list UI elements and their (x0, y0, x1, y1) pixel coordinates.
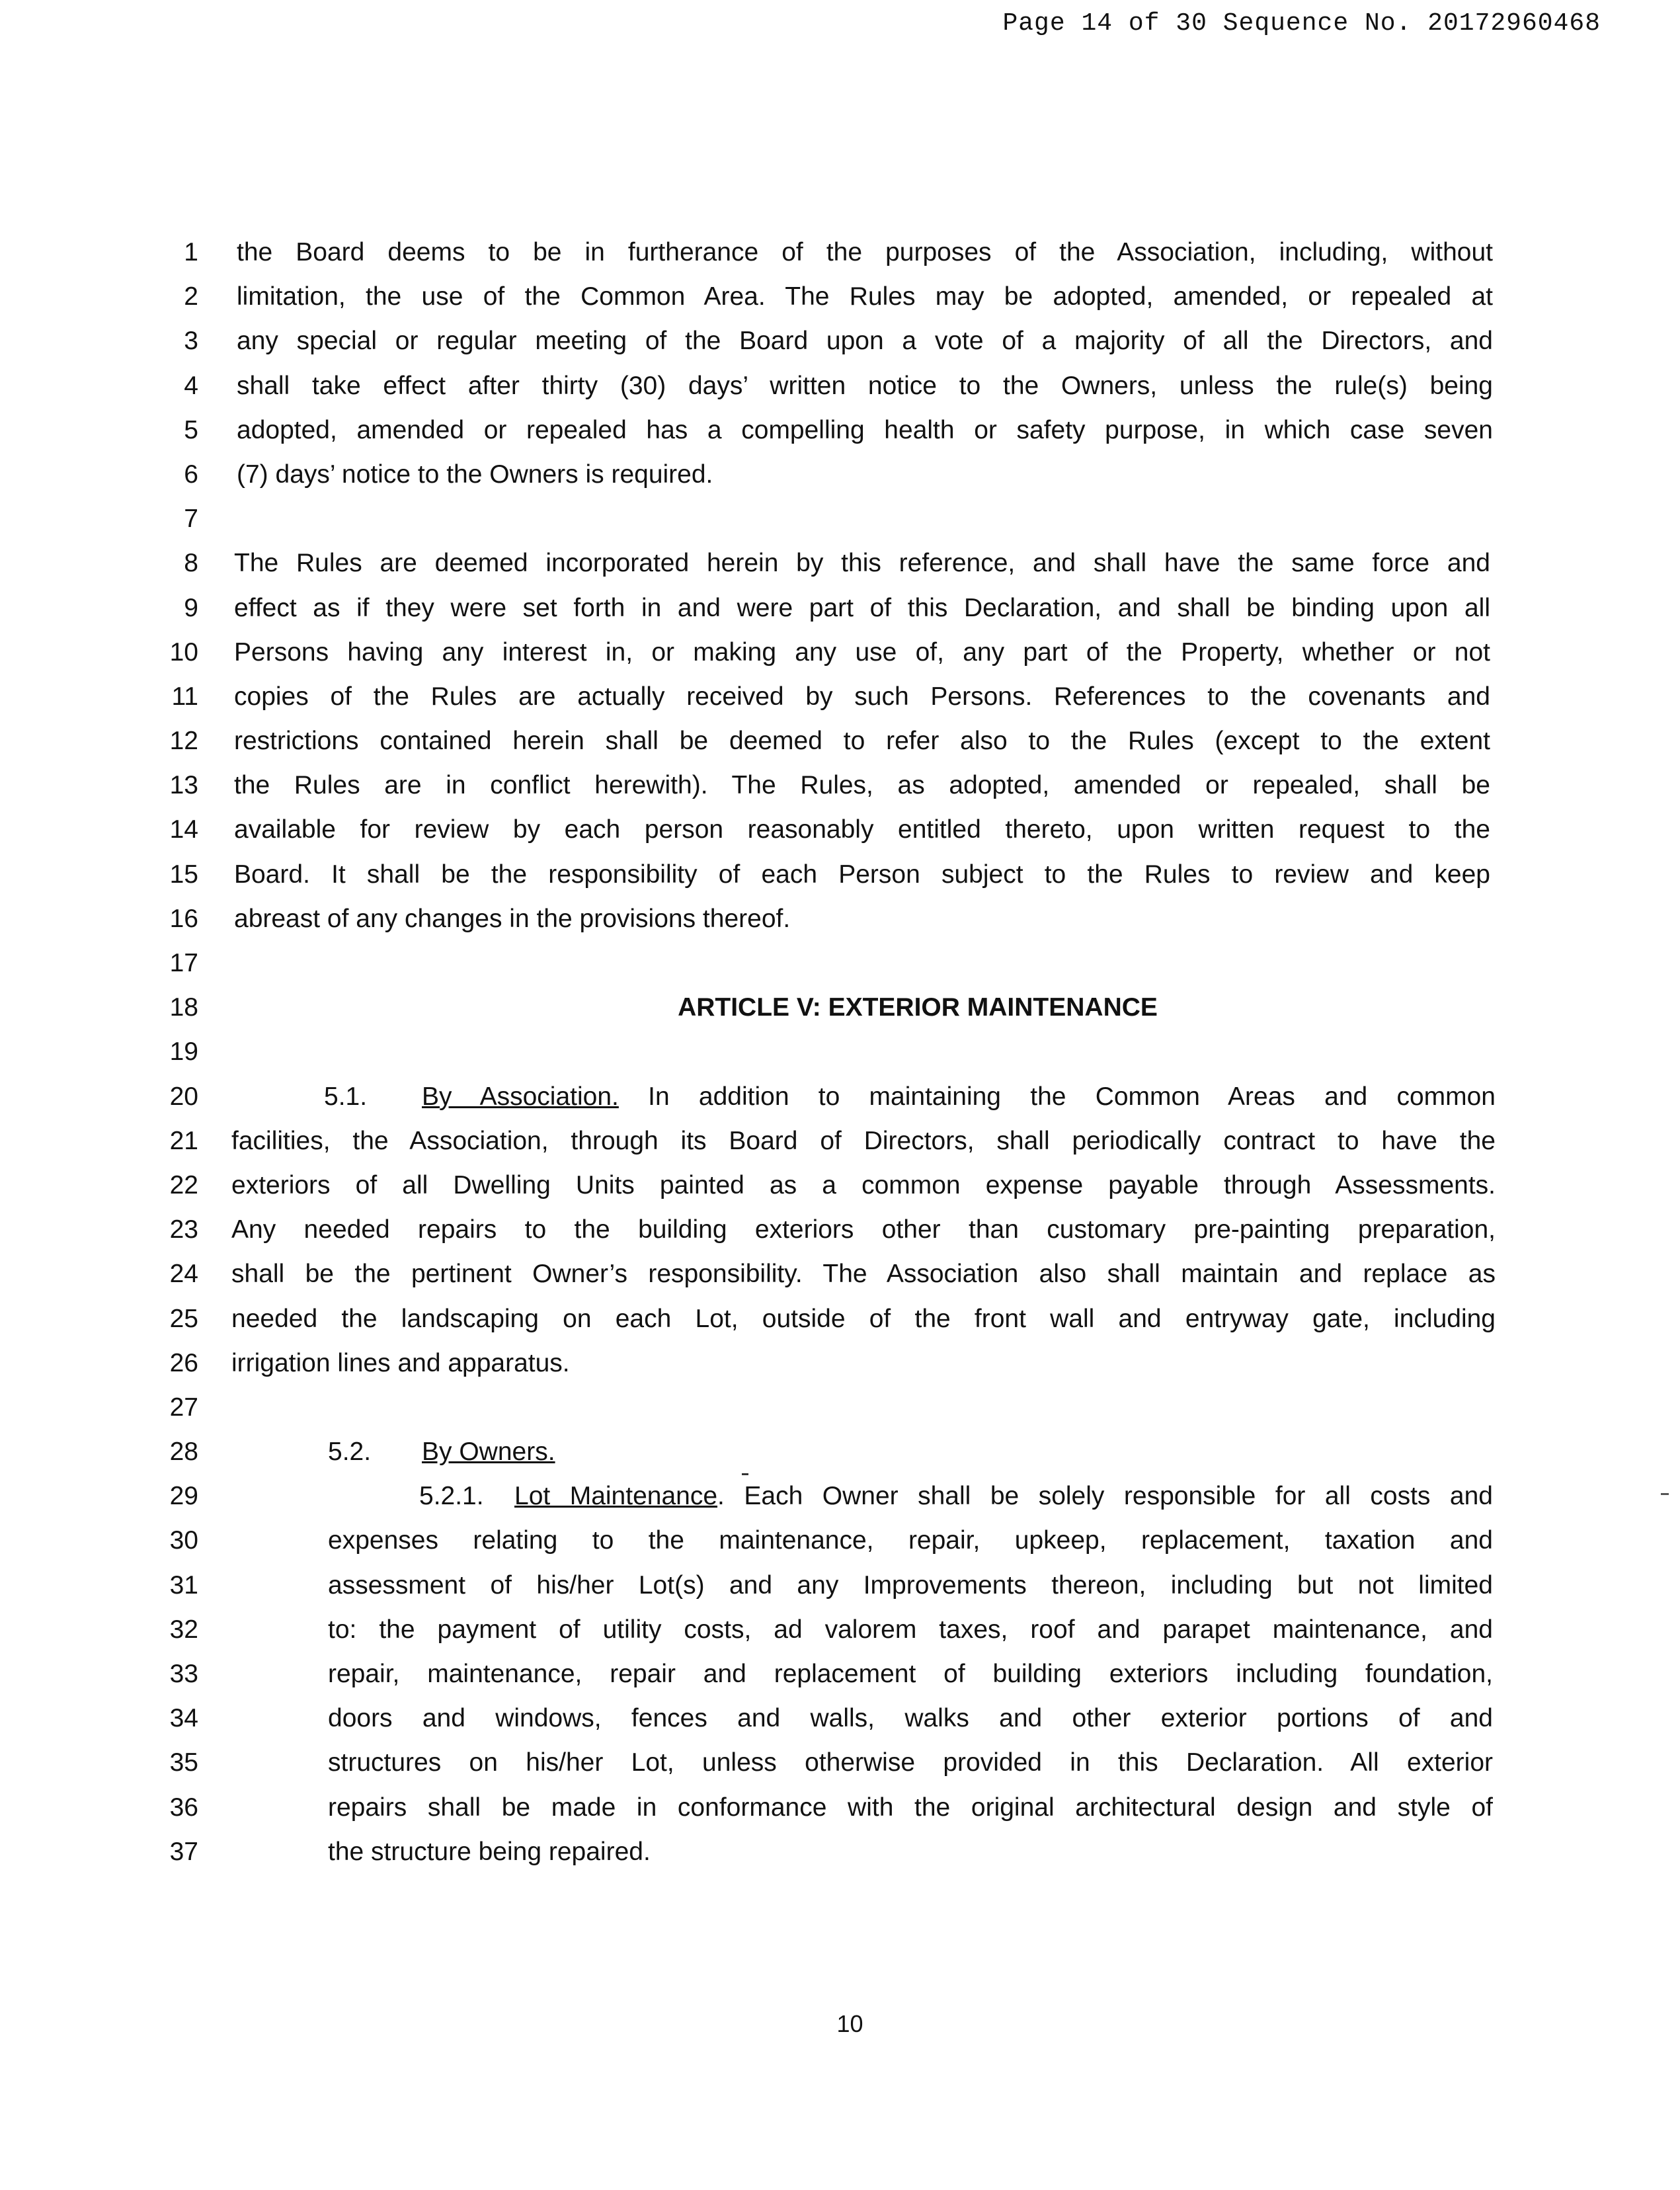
text-line: Persons having any interest in, or making any use of, any part of the Property, whether or not (234, 637, 1490, 667)
line-number: 20 (169, 1082, 198, 1111)
line-number: 14 (169, 815, 198, 844)
line-number: 22 (169, 1170, 198, 1199)
line-number: 32 (169, 1615, 198, 1644)
line-number: 34 (169, 1704, 198, 1733)
line-number: 24 (169, 1260, 198, 1289)
line-number: 1 (184, 238, 198, 266)
text-line: doors and windows, fences and walls, walks and other exterior portions of and (328, 1704, 1493, 1733)
text-line: needed the landscaping on each Lot, outside of the front wall and entryway gate, including (231, 1304, 1496, 1333)
blank-line (237, 941, 1493, 985)
subsection-heading: Lot Maintenance (514, 1482, 718, 1511)
section-number: 5.1. (324, 1082, 368, 1111)
text-line: irrigation lines and apparatus. (231, 1348, 570, 1377)
text-line: Board. It shall be the responsibility of each Person subject to the Rules to review and keep (234, 860, 1490, 889)
blank-line (237, 1385, 1493, 1430)
scan-mark (1661, 1493, 1669, 1495)
line-number: 29 (169, 1482, 198, 1511)
line-number: 26 (169, 1348, 198, 1377)
line-number: 30 (169, 1526, 198, 1555)
line-number: 12 (169, 727, 198, 756)
line-number: 27 (169, 1393, 198, 1422)
text-line: shall take effect after thirty (30) days’ written notice to the Owners, unless the rule(s) being (237, 371, 1493, 400)
text-line: repairs shall be made in conformance with the original architectural design and style of (328, 1793, 1493, 1822)
subsection-text: . Each Owner shall be solely responsible for all costs and (717, 1482, 1493, 1511)
line-number: 17 (169, 949, 198, 977)
text-line: limitation, the use of the Common Area. The Rules may be adopted, amended, or repealed at (237, 282, 1493, 311)
line-number: 9 (184, 593, 198, 622)
text-line: Any needed repairs to the building exteriors other than customary pre-painting preparation, (231, 1215, 1496, 1244)
line-number: 21 (169, 1126, 198, 1155)
text-line: (7) days’ notice to the Owners is required. (237, 460, 713, 489)
text-line: any special or regular meeting of the Board upon a vote of a majority of all the Directors, and (237, 327, 1493, 356)
text-line: the Board deems to be in furtherance of the purposes of the Association, including, without (237, 238, 1493, 266)
line-number: 10 (169, 637, 198, 667)
text-line: adopted, amended or repealed has a compelling health or safety purpose, in which case seven (237, 415, 1493, 444)
section-heading: By Association. (422, 1082, 619, 1111)
text-line: assessment of his/her Lot(s) and any Improvements thereon, including but not limited (328, 1570, 1493, 1600)
document-body (231, 230, 1496, 1874)
line-number: 31 (169, 1570, 198, 1600)
line-number: 11 (171, 682, 198, 711)
text-line: to: the payment of utility costs, ad valorem taxes, roof and parapet maintenance, and (328, 1615, 1493, 1644)
text-line: repair, maintenance, repair and replacement of building exteriors including foundation, (328, 1660, 1493, 1688)
line-number: 36 (169, 1793, 198, 1822)
text-line: structures on his/her Lot, unless otherwise provided in this Declaration. All exterior (328, 1748, 1493, 1777)
line-number: 15 (169, 860, 198, 889)
section-5-2-1-first-line (234, 1474, 1493, 1518)
line-number: 16 (169, 904, 198, 933)
line-number: 23 (169, 1215, 198, 1244)
line-number: 19 (169, 1037, 198, 1067)
text-line: facilities, the Association, through its Board of Directors, shall periodically contract to have the (231, 1126, 1496, 1155)
page-header: Page 14 of 30 Sequence No. 20172960468 (1002, 9, 1601, 38)
section-heading: By Owners. (422, 1438, 555, 1467)
text-line: available for review by each person reasonably entitled thereto, upon written request to the (234, 815, 1490, 844)
blank-line (237, 497, 1493, 541)
line-number-column (139, 230, 198, 1874)
scan-mark (742, 1473, 748, 1475)
line-number: 3 (184, 327, 198, 356)
line-number: 4 (184, 371, 198, 400)
section-5-2-heading-line (237, 1430, 1493, 1474)
section-text: In addition to maintaining the Common Areas and common (618, 1082, 1496, 1111)
line-number: 18 (169, 993, 198, 1022)
line-number: 8 (184, 549, 198, 578)
line-number: 37 (169, 1837, 198, 1866)
line-number: 6 (184, 460, 198, 489)
article-title: ARTICLE V: EXTERIOR MAINTENANCE (678, 993, 1158, 1022)
line-number: 13 (169, 771, 198, 800)
line-number: 25 (169, 1304, 198, 1333)
line-number: 28 (169, 1438, 198, 1467)
text-line: exteriors of all Dwelling Units painted as a common expense payable through Assessments. (231, 1170, 1496, 1199)
line-number: 35 (169, 1748, 198, 1777)
line-number: 7 (184, 505, 198, 534)
blank-line (237, 1030, 1493, 1074)
line-number: 2 (184, 282, 198, 311)
page-number: 10 (836, 2010, 863, 2037)
text-line: the Rules are in conflict herewith). The Rules, as adopted, amended or repealed, shall be (234, 771, 1490, 800)
section-5-1-first-line (231, 1075, 1496, 1119)
line-number: 5 (184, 415, 198, 444)
section-number: 5.2. (328, 1438, 372, 1467)
subsection-number: 5.2.1. (419, 1482, 484, 1511)
text-line: restrictions contained herein shall be deemed to refer also to the Rules (except to the extent (234, 727, 1490, 756)
text-line: shall be the pertinent Owner’s responsibility. The Association also shall maintain and replace as (231, 1260, 1496, 1289)
text-line: copies of the Rules are actually received by such Persons. References to the covenants and (234, 682, 1490, 711)
text-line: The Rules are deemed incorporated herein by this reference, and shall have the same force and (234, 549, 1490, 578)
text-line: the structure being repaired. (328, 1837, 651, 1866)
text-line: abreast of any changes in the provisions thereof. (234, 904, 791, 933)
text-line: expenses relating to the maintenance, repair, upkeep, replacement, taxation and (328, 1526, 1493, 1555)
text-line: effect as if they were set forth in and were part of this Declaration, and shall be binding upon all (234, 593, 1490, 622)
line-number: 33 (169, 1660, 198, 1688)
